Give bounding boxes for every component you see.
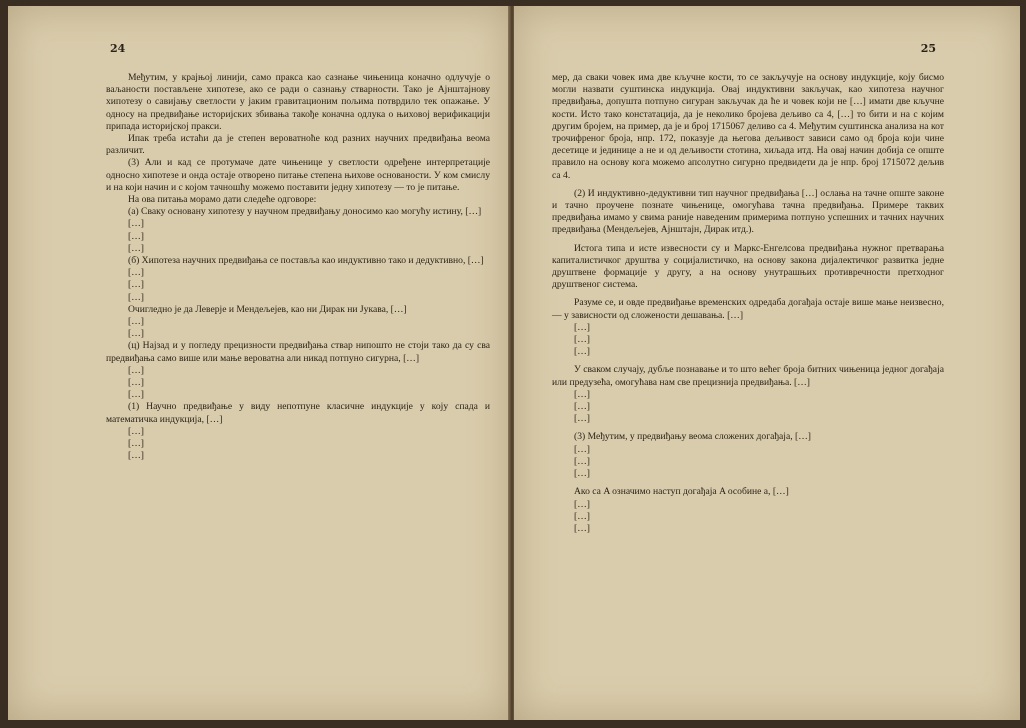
- paragraph: […]: [128, 450, 144, 462]
- paragraph: Међутим, у крајњој линији, само пракса као сазнање чињеница коначно одлучује о ваљаности постављене хипотезе, ако се ради о сазнању стварности. Тако је Ајнштајнову хипотезу о савијању светлости у јаким гравитационим пољима потврдило тек опажање. У односу на предвиђање историјских збивања такође коначна одлука о њиховој верификацији припада историјској пракси.: [106, 72, 490, 132]
- paragraph: […]: [128, 316, 144, 328]
- paragraph: […]: [574, 413, 590, 425]
- paragraph: […]: [128, 438, 144, 450]
- paragraph: […]: [128, 230, 144, 242]
- paragraph: […]: [574, 522, 590, 534]
- paragraph: […]: [574, 468, 590, 480]
- paragraph: […]: [128, 279, 144, 291]
- right-page: [514, 6, 1020, 720]
- paragraph: […]: [574, 498, 590, 510]
- paragraph: […]: [574, 334, 590, 346]
- paragraph: (2) И индуктивно-дедуктивни тип научног предвиђања […] ослања на тачне опште законе и тачно проучене познате чињенице, омогућава тачна предвиђања. Примере таквих предвиђања имамо у свима раније наведеним примерима потпуно успешних и тачних научних предвиђања (Мендељејев, Ајнштајн, Дирак итд.).: [552, 187, 944, 236]
- paragraph: Очигледно је да Леверје и Мендељејев, као ни Дирак ни Јукава, […]: [128, 303, 407, 315]
- paragraph: Истога типа и исте извесности су и Маркс-Енгелсова предвиђања нужног претварања капиталистичког друштва у социјалистичко, на основу закона дијалектичког развитка једне друштвене формације у другу, а на основу унутрашњих противречности претходног друштвеног система.: [552, 242, 944, 291]
- paragraph: (б) Хипотеза научних предвиђања се поставља као индуктивно тако и дедуктивно, […]: [128, 255, 484, 267]
- paragraph: […]: [128, 242, 144, 254]
- paragraph: […]: [574, 321, 590, 333]
- paragraph: мер, да сваки човек има две кључне кости, то се закључује на основу индукције, коју бисмо могли назвати суштинска индукција. Овај индуктивни закључак, као хипотеза научног предвиђања, допушта потпуно сигуран закључак да ће и човек који не […] имати две кључне кости. Исто тако констатација, да је неколико бројева дељиво са 4, […] то бити и на с којим другим бројем, на пример, да је и број 1715067 деливо са 4. Међутим суштинска анализа на кот трочифреног броја, нпр. 172, показује да његова дељивост зависи само од броја који чине десетице и јединице а не и од дељивости стотина, хиљада итд. На овај начин добија се опште правило на основу кога можемо апсолутно сигурно предвидети да је нпр. број 1715072 дељив са 4.: [552, 72, 944, 181]
- paragraph: (3) Међутим, у предвиђању веома сложених догађаја, […]: [574, 431, 811, 443]
- left-page: [8, 6, 510, 720]
- paragraph: […]: [574, 455, 590, 467]
- paragraph: […]: [128, 389, 144, 401]
- paragraph: […]: [128, 364, 144, 376]
- paragraph: (ц) Најзад и у погледу прецизности предвиђања ствар нипошто не стоји тако да су сва предвиђања само више или мање вероватна али никад потпуно сигурна, […]: [106, 340, 490, 364]
- paragraph: […]: [574, 346, 590, 358]
- paragraph: […]: [574, 510, 590, 522]
- paragraph: […]: [574, 388, 590, 400]
- paragraph: Ипак треба истаћи да је степен вероватноће код разних научних предвиђања веома различит.: [106, 133, 490, 157]
- page-number-left: 24: [110, 42, 126, 55]
- paragraph: […]: [574, 443, 590, 455]
- paragraph: […]: [128, 291, 144, 303]
- paragraph: […]: [128, 377, 144, 389]
- paragraph: […]: [128, 425, 144, 437]
- page-number-right: 25: [920, 42, 936, 55]
- paragraph: […]: [128, 328, 144, 340]
- paragraph: Ако са A означимо наступ догађаја A особине a, […]: [574, 486, 789, 498]
- paragraph: (а) Сваку основану хипотезу у научном предвиђању доносимо као могућу истину, […]: [128, 206, 482, 218]
- paragraph: На ова питања морамо дати следеће одговоре:: [128, 194, 317, 206]
- paragraph: […]: [128, 267, 144, 279]
- paragraph: […]: [574, 401, 590, 413]
- paragraph: (1) Научно предвиђање у виду непотпуне класичне индукције у коју спада и математичка индукција, […]: [106, 401, 490, 425]
- left-page-text: [106, 72, 490, 463]
- paragraph: (3) Али и кад се протумаче дате чињенице у светлости одређене интерпретације односно хипотезе и онда остаје отворено питање степена њихове основаности. У ком смислу и на који начин и с којом тачношћу можемо поставити једну хипотезу — то је питање.: [106, 157, 490, 193]
- right-page-text: [552, 72, 944, 535]
- paragraph: Разуме се, и овде предвиђање временских одредаба догађаја остаје више мање неизвесно, — у зависности од сложености дешавања. […]: [552, 297, 944, 321]
- paragraph: […]: [128, 218, 144, 230]
- paragraph: У сваком случају, дубље познавање и то што већег броја битних чињеница једног догађаја или предузећа, омогућава нам све прецизнија предвиђања. […]: [552, 364, 944, 388]
